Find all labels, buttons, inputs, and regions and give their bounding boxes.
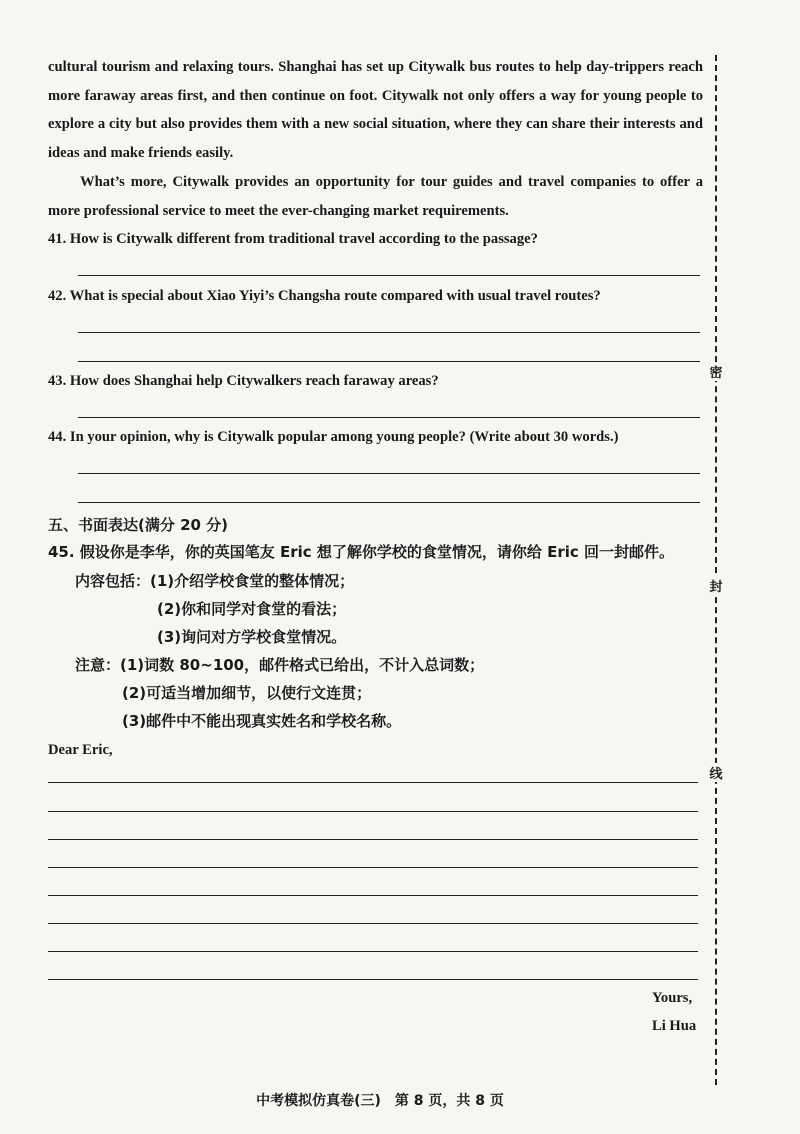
answer-line-44a[interactable] <box>78 473 700 474</box>
letter-greeting: Dear Eric, <box>48 742 113 758</box>
answer-line-44b[interactable] <box>78 502 700 503</box>
writing-section-title: 五、书面表达(满分 20 分) <box>48 516 229 534</box>
question-44: 44. In your opinion, why is Citywalk popular among young people? (Write about 30 words.) <box>48 429 619 445</box>
letter-line-4[interactable] <box>48 867 698 868</box>
letter-line-8[interactable] <box>48 979 698 980</box>
margin-char-mi: 密 <box>707 362 725 381</box>
margin-char-feng: 封 <box>707 576 725 595</box>
letter-line-5[interactable] <box>48 895 698 896</box>
letter-line-7[interactable] <box>48 951 698 952</box>
answer-line-41[interactable] <box>78 275 700 276</box>
letter-closing: Yours, <box>652 990 693 1006</box>
note-3: (3)邮件中不能出现真实姓名和学校名称。 <box>122 712 402 730</box>
question-45: 45. 假设你是李华，你的英国笔友 Eric 想了解你学校的食堂情况，请你给 Eric 回一封邮件。 <box>48 543 675 561</box>
content-requirement-1: 内容包括：(1)介绍学校食堂的整体情况； <box>75 572 355 590</box>
page-footer: 中考模拟仿真卷(三) 第 8 页，共 8 页 <box>256 1093 504 1109</box>
content-requirement-2: (2)你和同学对食堂的看法； <box>157 600 347 618</box>
answer-line-42a[interactable] <box>78 332 700 333</box>
passage-paragraph-1: cultural tourism and relaxing tours. Shanghai has set up Citywalk bus routes to help day-trippers reach more faraway areas first, and then continue on foot. Citywalk not only offers a way for young people to explore a city but also provides them with a new social situation, where they can share their interests and ideas and make friends easily. <box>48 59 703 161</box>
margin-char-xian: 线 <box>707 763 725 782</box>
letter-line-6[interactable] <box>48 923 698 924</box>
answer-line-42b[interactable] <box>78 361 700 362</box>
letter-line-2[interactable] <box>48 811 698 812</box>
question-42: 42. What is special about Xiao Yiyi’s Changsha route compared with usual travel routes? <box>48 288 601 304</box>
letter-signature: Li Hua <box>652 1018 697 1034</box>
answer-line-43[interactable] <box>78 417 700 418</box>
question-43: 43. How does Shanghai help Citywalkers reach faraway areas? <box>48 373 439 389</box>
binding-margin-dashed-line <box>715 55 717 1085</box>
question-41: 41. How is Citywalk different from traditional travel according to the passage? <box>48 231 538 247</box>
passage-paragraph-2: What’s more, Citywalk provides an opportunity for tour guides and travel companies to offer a more professional service to meet the ever-changing market requirements. <box>48 174 703 219</box>
note-1: 注意：(1)词数 80~100，邮件格式已给出，不计入总词数； <box>75 656 485 674</box>
letter-line-1[interactable] <box>48 782 698 783</box>
note-2: (2)可适当增加细节，以使行文连贯； <box>122 684 372 702</box>
letter-line-3[interactable] <box>48 839 698 840</box>
content-requirement-3: (3)询问对方学校食堂情况。 <box>157 628 347 646</box>
